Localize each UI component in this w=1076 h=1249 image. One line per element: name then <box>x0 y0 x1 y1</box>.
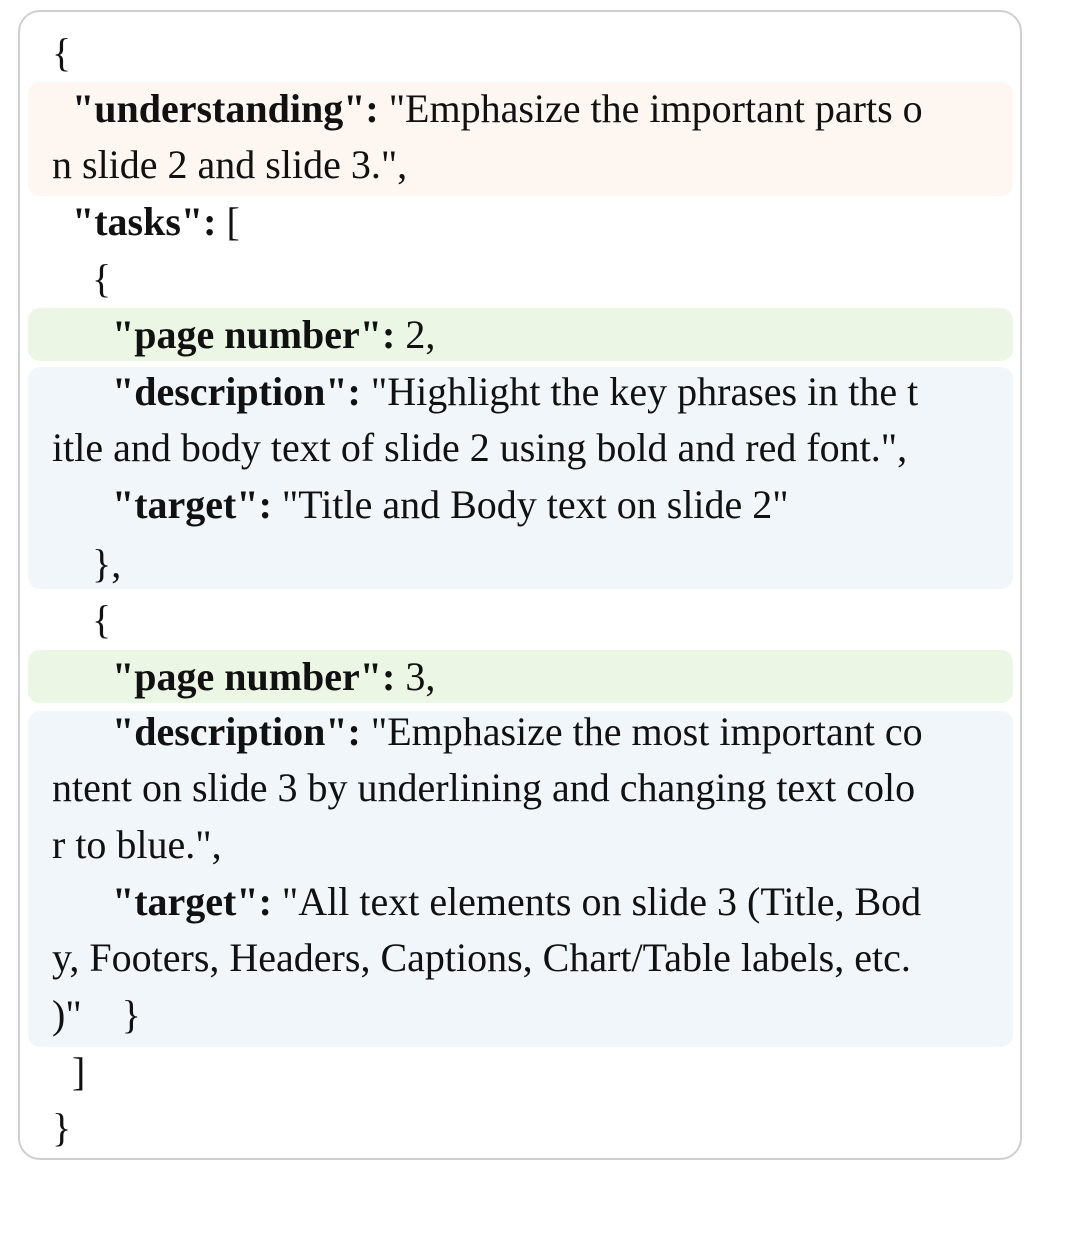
task-1-description-1: "description": "Highlight the key phrases in the t <box>112 369 919 414</box>
task-1-close: }, <box>52 541 122 586</box>
task-2-target-2: y, Footers, Headers, Captions, Chart/Table labels, etc. <box>52 935 911 980</box>
close-brace: } <box>52 1105 72 1150</box>
understanding-line-1: "understanding": "Emphasize the important parts o <box>72 86 923 131</box>
task-2-target-1: "target": "All text elements on slide 3 (Title, Bod <box>112 879 922 924</box>
tasks-line: "tasks": [ <box>72 199 240 244</box>
target-key: "target": <box>112 879 272 924</box>
task-2-target-3: )" } <box>52 992 141 1037</box>
target-key: "target": <box>112 482 272 527</box>
task-1-open: { <box>52 256 112 301</box>
tasks-close: ] <box>52 1049 86 1094</box>
task-2-page-number: "page number": 3, <box>112 654 436 699</box>
task-2-description-2: ntent on slide 3 by underlining and changing text colo <box>52 765 916 810</box>
open-brace: { <box>52 30 72 75</box>
tasks-key: "tasks": <box>72 199 217 244</box>
task-2-open: { <box>52 597 112 642</box>
description-key: "description": <box>112 369 361 414</box>
task-1-target: "target": "Title and Body text on slide 2" <box>112 482 789 527</box>
page-number-key: "page number": <box>112 654 396 699</box>
task-2-description-3: r to blue.", <box>52 822 222 867</box>
task-1-description-2: itle and body text of slide 2 using bold and red font.", <box>52 425 908 470</box>
task-1-page-number: "page number": 2, <box>112 312 436 357</box>
description-key: "description": <box>112 709 361 754</box>
understanding-key: "understanding": <box>72 86 379 131</box>
understanding-line-2: n slide 2 and slide 3.", <box>52 142 408 187</box>
task-2-description-1: "description": "Emphasize the most important co <box>112 709 923 754</box>
page-number-key: "page number": <box>112 312 396 357</box>
